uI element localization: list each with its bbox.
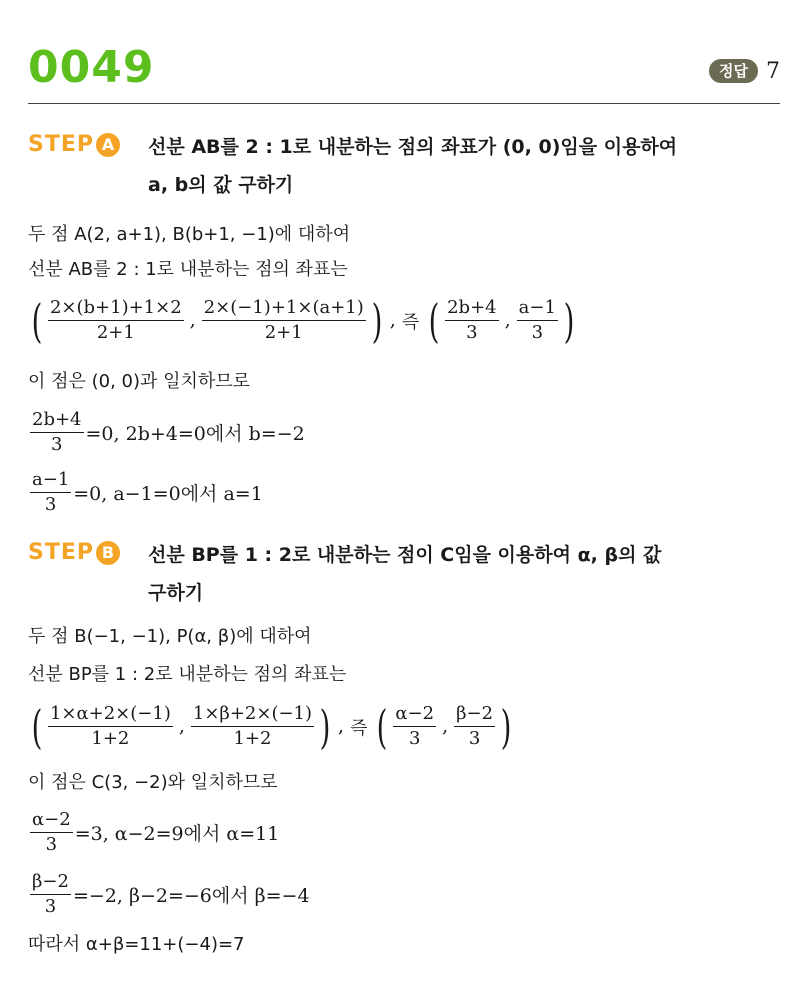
step-b-equation-alpha	[28, 808, 279, 857]
step-a-text-line2: 선분 AB를 2 : 1로 내분하는 점의 좌표는	[28, 259, 348, 280]
fraction-denominator: 3	[468, 728, 481, 749]
step-a-equation-b	[28, 408, 305, 457]
fraction-numerator: α−2	[393, 702, 436, 727]
fraction-numerator: 2b+4	[30, 408, 84, 433]
fraction-denominator: 2+1	[96, 322, 135, 343]
fraction-numerator: a−1	[517, 296, 558, 321]
fraction-denominator: 3	[51, 434, 63, 455]
fraction-denominator: 1+2	[91, 728, 130, 749]
fraction-numerator: 1×α+2×(−1)	[48, 702, 173, 727]
step-a-marker	[28, 132, 120, 157]
comma: ,	[337, 715, 345, 737]
left-paren: (	[31, 699, 43, 754]
step-a-simplified-fraction-x	[445, 296, 499, 345]
right-paren: )	[500, 699, 512, 754]
step-b-eq1-tail: =3, α−2=9에서 α=11	[74, 823, 280, 845]
right-paren: )	[319, 699, 331, 754]
step-a-equation-a	[28, 468, 263, 517]
fraction-numerator: a−1	[30, 468, 71, 493]
fraction-numerator: β−2	[30, 870, 71, 895]
fraction-numerator: 1×β+2×(−1)	[191, 702, 314, 727]
left-paren: (	[428, 293, 440, 348]
step-b-title-line1: 선분 BP를 1 : 2로 내분하는 점이 C임을 이용하여 α, β의 값	[148, 544, 662, 566]
step-b-conclusion: 따라서 α+β=11+(−4)=7	[28, 934, 245, 955]
step-b-coord-word: 즉	[350, 717, 368, 739]
fraction-numerator: 2×(b+1)+1×2	[48, 296, 184, 321]
fraction-denominator: 3	[45, 834, 58, 855]
step-a-title-line2: a, b의 값 구하기	[148, 174, 294, 196]
step-a-text-line1: 두 점 A(2, a+1), B(b+1, −1)에 대하여	[28, 224, 351, 245]
step-b-text-line2: 선분 BP를 1 : 2로 내분하는 점의 좌표는	[28, 664, 347, 685]
right-paren: )	[563, 293, 575, 348]
fraction-denominator: 1+2	[233, 728, 272, 749]
step-b-simplified-fraction-x	[393, 702, 436, 751]
step-b-eq2-tail: =−2, β−2=−6에서 β=−4	[72, 885, 310, 907]
step-b-marker	[28, 540, 120, 565]
comma: ,	[442, 715, 449, 737]
left-paren: (	[31, 293, 43, 348]
step-a-coord-fraction-y	[202, 296, 366, 345]
problem-number: 0049	[28, 42, 155, 93]
fraction-denominator: 3	[44, 896, 57, 917]
step-a-letter-icon: A	[96, 133, 120, 157]
step-b-coord-fraction-y	[191, 702, 314, 751]
step-b-coordinate-expression	[28, 699, 515, 754]
step-a-text-line3: 이 점은 (0, 0)과 일치하므로	[28, 371, 251, 392]
step-b-label: STEP	[28, 540, 95, 565]
step-a-label: STEP	[28, 132, 95, 157]
step-a-eq2-fraction	[30, 468, 71, 517]
left-paren: (	[377, 699, 388, 754]
step-b-equation-beta	[28, 870, 310, 919]
step-b-eq1-fraction	[30, 808, 73, 857]
step-b-coord-fraction-x	[48, 702, 173, 751]
step-b-eq2-fraction	[30, 870, 71, 919]
comma: ,	[389, 309, 396, 331]
fraction-numerator: 2×(−1)+1×(a+1)	[202, 296, 366, 321]
fraction-denominator: 3	[44, 494, 57, 515]
answer-badge: 정답	[709, 59, 758, 83]
comma: ,	[189, 309, 196, 331]
fraction-denominator: 2+1	[264, 322, 303, 343]
step-b-text-line3: 이 점은 C(3, −2)와 일치하므로	[28, 772, 278, 793]
step-b-simplified-fraction-y	[454, 702, 495, 751]
step-a-coordinate-expression	[28, 293, 578, 348]
step-b-text-line1: 두 점 B(−1, −1), P(α, β)에 대하여	[28, 626, 312, 647]
step-a-coord-word: 즉	[401, 311, 420, 333]
right-paren: )	[371, 293, 383, 348]
step-b-title-line2: 구하기	[148, 582, 204, 604]
step-a-eq1-fraction	[30, 408, 84, 457]
step-a-eq2-tail: =0, a−1=0에서 a=1	[73, 483, 263, 505]
step-a-coord-fraction-x	[48, 296, 184, 345]
fraction-denominator: 3	[409, 728, 421, 749]
fraction-numerator: α−2	[30, 808, 73, 833]
answer-value: 7	[766, 58, 780, 84]
answer-indicator	[709, 56, 780, 86]
fraction-numerator: β−2	[454, 702, 495, 727]
fraction-denominator: 3	[466, 322, 478, 343]
step-a-eq1-tail: =0, 2b+4=0에서 b=−2	[85, 423, 305, 445]
header-divider	[28, 103, 780, 104]
comma: ,	[504, 309, 511, 331]
step-a-simplified-fraction-y	[517, 296, 558, 345]
page-header	[28, 40, 780, 104]
comma: ,	[178, 715, 185, 737]
fraction-numerator: 2b+4	[445, 296, 499, 321]
fraction-denominator: 3	[531, 322, 544, 343]
step-a-title-line1: 선분 AB를 2 : 1로 내분하는 점의 좌표가 (0, 0)임을 이용하여	[148, 136, 678, 158]
step-b-letter-icon: B	[96, 541, 120, 565]
